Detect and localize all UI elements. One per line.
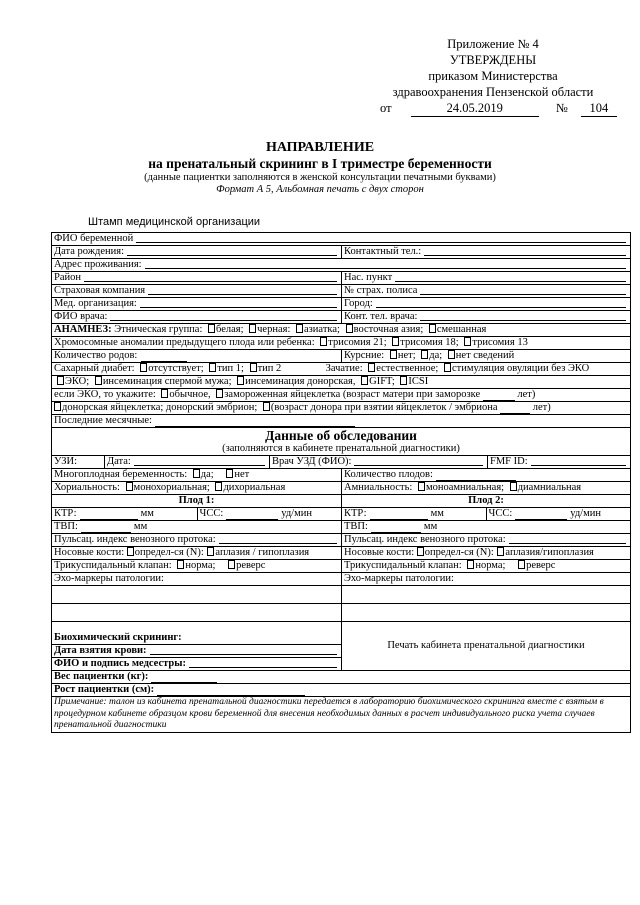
checkbox-conception-natural[interactable] <box>368 363 375 372</box>
checkbox-smoking-yes[interactable] <box>421 350 428 359</box>
fetus1-header: Плод 1: <box>178 495 215 506</box>
echo1-line-1[interactable] <box>52 586 341 603</box>
checkbox-ethnic-mixed[interactable] <box>429 324 436 333</box>
fio-label: ФИО беременной <box>54 233 134 244</box>
echo2-field[interactable]: Эхо-маркеры патологии: <box>341 573 630 585</box>
chromosomal-group <box>52 337 630 349</box>
checkbox-tricuspid2-normal[interactable] <box>467 560 474 569</box>
tricuspid2-reverse-label: реверс <box>526 560 556 571</box>
tvp1-field[interactable] <box>52 521 341 533</box>
exam-section-subtitle: (заполняются в кабинете пренатальной диагностики) <box>222 443 460 454</box>
checkbox-insem-husband[interactable] <box>95 376 102 385</box>
fmf-label: FMF ID: <box>490 456 528 467</box>
office-stamp-area: Печать кабинета пренатальной диагностики <box>341 622 630 670</box>
row-biochem <box>52 622 630 671</box>
address-field[interactable] <box>52 259 630 271</box>
nasal2-normal-label: определ-ся (N): <box>424 547 494 558</box>
settlement-field[interactable] <box>341 272 630 284</box>
uzi-date-field[interactable] <box>104 456 269 468</box>
gift-label: GIFT; <box>369 376 395 387</box>
checkbox-tricuspid1-normal[interactable] <box>177 560 184 569</box>
ivf-if-label: если ЭКО, то укажите: <box>54 389 156 400</box>
row-ivf-type <box>52 389 630 402</box>
pulse2-label: Пульсац. индекс венозного протока: <box>344 534 506 545</box>
last-menses-field[interactable] <box>52 415 630 427</box>
ivf-label: ЭКО; <box>65 376 90 387</box>
row-donor <box>52 402 630 415</box>
dob-field[interactable] <box>52 246 341 258</box>
format-note: Формат А 5, Альбомная печать с двух сторон <box>216 184 424 195</box>
biochem-block <box>52 622 341 670</box>
nasal2-group <box>341 547 630 559</box>
fetus2-header: Плод 2: <box>341 495 630 507</box>
diamniotic-label: диамниальная <box>517 482 582 493</box>
row-echo <box>52 573 630 586</box>
height-label: Рост пациентки (см): <box>54 684 155 695</box>
approval-header <box>358 36 628 117</box>
row-insurance <box>52 285 630 298</box>
nurse-field[interactable] <box>52 658 341 670</box>
ivf-type-group <box>52 389 630 401</box>
row-chorion <box>52 482 630 495</box>
row-uzi <box>52 456 630 469</box>
insurer-label: Страховая компания <box>54 285 146 296</box>
ethnic-asian-label: азиатка; <box>304 324 340 335</box>
conception-group <box>324 363 630 375</box>
doctor-phone-field[interactable] <box>341 311 630 323</box>
smoking-no-label: нет; <box>397 350 416 361</box>
weight-field[interactable] <box>52 671 630 683</box>
icsi-label: ICSI <box>408 376 429 387</box>
chorion-label: Хориальность: <box>54 482 120 493</box>
checkbox-nasal2-normal[interactable] <box>417 547 424 556</box>
tricuspid1-group <box>52 560 341 572</box>
doctor-phone-label: Конт. тел. врача: <box>344 311 418 322</box>
insem-donor-label: инсеминация донорская, <box>245 376 356 387</box>
diabetes-label: Сахарный диабет: <box>54 363 135 374</box>
ktr2-unit: мм <box>430 508 444 519</box>
approved-label: УТВЕРЖДЕНЫ <box>449 53 537 67</box>
nasal1-normal-label: определ-ся (N): <box>134 547 204 558</box>
ethnic-white-label: белая; <box>216 324 244 335</box>
row-fio <box>52 233 630 246</box>
checkbox-ivf-regular[interactable] <box>161 389 168 398</box>
doctor-label: ФИО врача: <box>54 311 108 322</box>
multiple-yes-label: да; <box>200 469 214 480</box>
checkbox-ethnic-black[interactable] <box>249 324 256 333</box>
row-diabetes-conception <box>52 363 630 376</box>
insem-husband-label: инсеминация спермой мужа; <box>102 376 232 387</box>
diabetes-type2-label: тип 2 <box>257 363 282 374</box>
ktr2-field[interactable] <box>341 508 486 520</box>
hr2-field[interactable] <box>486 508 631 520</box>
tvp2-label: ТВП: <box>344 521 368 532</box>
row-med-org <box>52 298 630 311</box>
pulse1-label: Пульсац. индекс венозного протока: <box>54 534 216 545</box>
doctor-field[interactable] <box>52 311 341 323</box>
tvp1-unit: мм <box>133 521 148 532</box>
births-label: Количество родов: <box>54 350 138 361</box>
referral-form <box>51 232 631 733</box>
donor-group <box>52 402 630 414</box>
dichorionic-label: дихориальная <box>223 482 286 493</box>
amnion-group <box>341 482 630 494</box>
tricuspid2-group <box>341 560 630 572</box>
nasal1-group <box>52 547 341 559</box>
biochem-label: Биохимический скрининг: <box>52 632 341 645</box>
ethnic-mixed-label: смешанная <box>436 324 487 335</box>
ethnic-group <box>52 324 630 336</box>
fio-field[interactable] <box>52 233 630 245</box>
checkbox-smoking-no[interactable] <box>390 350 397 359</box>
order-number: 104 <box>581 100 617 117</box>
tricuspid1-normal-label: норма; <box>185 560 216 571</box>
insurer-field[interactable] <box>52 285 341 297</box>
dob-label: Дата рождения: <box>54 246 125 257</box>
tvp2-unit: мм <box>423 521 438 532</box>
settlement-label: Нас. пункт <box>344 272 393 283</box>
echo2-line-2[interactable] <box>341 604 630 621</box>
multiple-no-label: нет <box>234 469 250 480</box>
hr1-label: ЧСС: <box>199 508 224 519</box>
monochorionic-label: монохориальная; <box>133 482 210 493</box>
ktr1-unit: мм <box>140 508 154 519</box>
trisomy-18-label: трисомия 18; <box>400 337 459 348</box>
checkbox-tricuspid2-reverse[interactable] <box>518 560 525 569</box>
ethnic-black-label: черная: <box>257 324 291 335</box>
checkbox-nasal1-aplasia[interactable] <box>207 547 214 556</box>
years-label: лет) <box>517 389 536 400</box>
med-org-field[interactable] <box>52 298 341 310</box>
row-dob-phone <box>52 246 630 259</box>
tricuspid1-label: Трикуспидальный клапан: <box>54 560 172 571</box>
checkbox-nasal1-normal[interactable] <box>127 547 134 556</box>
row-tvp <box>52 521 630 534</box>
chorion-group <box>52 482 341 494</box>
height-field[interactable] <box>52 684 630 696</box>
row-echo-blank-2 <box>52 604 630 622</box>
checkbox-donor-age[interactable] <box>263 402 270 411</box>
checkbox-trisomy-13[interactable] <box>464 337 471 346</box>
echo1-line-2[interactable] <box>52 604 341 621</box>
row-nasal <box>52 547 630 560</box>
hr1-field[interactable] <box>197 508 342 520</box>
checkbox-ethnic-east-asian[interactable] <box>346 324 353 333</box>
donor-age-field[interactable] <box>500 404 530 414</box>
chromosomal-label: Хромосомные аномалии предыдущего плода или ребенка: <box>54 337 315 348</box>
row-weight <box>52 671 630 684</box>
blood-date-field[interactable] <box>52 645 341 658</box>
hr2-label: ЧСС: <box>488 508 513 519</box>
from-label: от <box>380 101 392 115</box>
row-multiple <box>52 469 630 482</box>
nasal2-aplasia-label: аплазия/гипоплазия <box>505 547 594 558</box>
document-subtitle: на пренатальный скрининг в I триместре беременности <box>148 156 492 171</box>
tricuspid2-normal-label: норма; <box>475 560 506 571</box>
uzi-label: УЗИ: <box>54 456 78 467</box>
checkbox-smoking-unknown[interactable] <box>448 350 455 359</box>
ivf-frozen-label: замороженная яйцеклетка (возраст матери при заморозке <box>224 389 481 400</box>
checkbox-nasal2-aplasia[interactable] <box>497 547 504 556</box>
tvp2-field[interactable] <box>341 521 630 533</box>
checkbox-trisomy-21[interactable] <box>320 337 327 346</box>
ivf-group <box>52 376 630 388</box>
row-height <box>52 684 630 697</box>
checkbox-dichorionic[interactable] <box>215 482 222 491</box>
ethnic-east-asian-label: восточная азия; <box>353 324 424 335</box>
checkbox-ethnic-asian[interactable] <box>296 324 303 333</box>
births-field[interactable] <box>52 350 341 362</box>
trisomy-13-label: трисомия 13 <box>472 337 528 348</box>
nasal1-aplasia-label: аплазия / гипоплазия <box>215 547 310 558</box>
order-label: приказом Министерства <box>428 69 558 83</box>
diabetes-none-label: отсутствует; <box>148 363 204 374</box>
row-tricuspid <box>52 560 630 573</box>
checkbox-diabetes-type2[interactable] <box>250 363 257 372</box>
city-label: Город: <box>344 298 373 309</box>
nurse-label: ФИО и подпись медсестры: <box>54 658 186 669</box>
tricuspid1-reverse-label: реверс <box>236 560 266 571</box>
checkbox-monoamniotic[interactable] <box>418 482 425 491</box>
amnion-label: Амниальность: <box>344 482 413 493</box>
checkbox-multiple-no[interactable] <box>226 469 233 478</box>
echo1-field[interactable]: Эхо-маркеры патологии: <box>54 573 164 584</box>
row-echo-blank-1 <box>52 586 630 604</box>
smoking-group <box>341 350 630 362</box>
fetus-count-label: Количество плодов: <box>344 469 433 480</box>
stamp-label: Штамп медицинской организации <box>88 216 261 228</box>
fetus-count-field[interactable] <box>341 469 630 481</box>
row-fetus-headers <box>52 495 630 508</box>
checkbox-donor-egg[interactable] <box>54 402 61 411</box>
trisomy-21-label: трисомия 21; <box>328 337 387 348</box>
conception-label: Зачатие: <box>325 363 363 374</box>
checkbox-diamniotic[interactable] <box>510 482 517 491</box>
ministry-label: здравоохранения Пензенской области <box>392 85 594 99</box>
diabetes-type1-label: тип 1; <box>217 363 244 374</box>
checkbox-icsi[interactable] <box>400 376 407 385</box>
row-ivf <box>52 376 630 389</box>
nasal2-label: Носовые кости: <box>344 547 415 558</box>
row-last-menses <box>52 415 630 428</box>
checkbox-insem-donor[interactable] <box>237 376 244 385</box>
weight-label: Вес пациентки (кг): <box>54 671 149 682</box>
freeze-age-field[interactable] <box>483 391 515 401</box>
hr2-unit: уд/мин <box>570 508 601 519</box>
exam-section-title: Данные об обследовании <box>265 428 417 443</box>
smoking-yes-label: да; <box>429 350 443 361</box>
city-field[interactable] <box>341 298 630 310</box>
donor-egg-label: донорская яйцеклетка; донорский эмбрион; <box>62 402 258 413</box>
row-note <box>52 697 630 732</box>
checkbox-multiple-yes[interactable] <box>193 469 200 478</box>
policy-field[interactable] <box>341 285 630 297</box>
checkbox-diabetes-type1[interactable] <box>209 363 216 372</box>
footnote: Примечание: талон из кабинета пренатальной диагностики передается в лабораторию биохимического скрининга вместе с взятым в процедурном кабинете образцом крови беременной для внесения необходимых данных в расчет индивидуального риска учета случаев пренатальной диагностики <box>54 697 604 730</box>
uzi-doctor-field[interactable] <box>269 456 487 468</box>
checkbox-trisomy-18[interactable] <box>392 337 399 346</box>
district-field[interactable] <box>52 272 341 284</box>
donor-age-label: (возраст донора при взятии яйцеклеток / эмбриона <box>270 402 498 413</box>
row-ethnic <box>52 324 630 337</box>
uzi-date-label: Дата: <box>107 456 131 467</box>
checkbox-ivf-frozen[interactable] <box>216 389 223 398</box>
conception-natural-label: естественное; <box>376 363 439 374</box>
nasal1-label: Носовые кости: <box>54 547 125 558</box>
phone-label: Контактный тел.: <box>344 246 422 257</box>
pulse2-field[interactable] <box>341 534 630 546</box>
checkbox-monochorionic[interactable] <box>126 482 133 491</box>
anamnesis-label: АНАМНЕЗ: <box>54 324 112 335</box>
fill-instruction: (данные пациентки заполняются в женской консультации печатными буквами) <box>144 172 496 183</box>
row-doctor <box>52 311 630 324</box>
donor-years-label: лет) <box>532 402 551 413</box>
blood-date-label: Дата взятия крови: <box>54 645 147 656</box>
checkbox-diabetes-none[interactable] <box>140 363 147 372</box>
checkbox-ivf[interactable] <box>57 376 64 385</box>
multiple-group <box>52 469 341 481</box>
ktr2-label: КТР: <box>344 508 367 519</box>
ktr1-field[interactable] <box>52 508 197 520</box>
row-ktr <box>52 508 630 521</box>
district-label: Район <box>54 272 81 283</box>
last-menses-label: Последние месячные: <box>54 415 152 426</box>
order-date: 24.05.2019 <box>411 100 539 117</box>
checkbox-tricuspid1-reverse[interactable] <box>228 560 235 569</box>
smoking-unknown-label: нет сведений <box>455 350 515 361</box>
tvp1-label: ТВП: <box>54 521 78 532</box>
tricuspid2-label: Трикуспидальный клапан: <box>344 560 462 571</box>
diabetes-group <box>52 363 324 375</box>
ktr1-label: КТР: <box>54 508 77 519</box>
pulse1-field[interactable] <box>52 534 341 546</box>
row-births-smoking <box>52 350 630 363</box>
row-pulse <box>52 534 630 547</box>
checkbox-gift[interactable] <box>361 376 368 385</box>
document-title: НАПРАВЛЕНИЕ <box>265 140 375 155</box>
monoamniotic-label: моноамниальная; <box>425 482 505 493</box>
hr1-unit: уд/мин <box>281 508 312 519</box>
row-district <box>52 272 630 285</box>
ivf-regular-label: обычное, <box>169 389 211 400</box>
order-date-number <box>358 100 628 117</box>
row-address <box>52 259 630 272</box>
row-chromosomal <box>52 337 630 350</box>
conception-stimulated-label: стимуляция овуляции без ЭКО <box>451 363 590 374</box>
fmf-field[interactable] <box>487 456 630 468</box>
policy-label: № страх. полиса <box>344 285 418 296</box>
address-label: Адрес проживания: <box>54 259 142 270</box>
appendix-label: Приложение № 4 <box>447 37 539 51</box>
number-label: № <box>555 101 568 115</box>
med-org-label: Мед. организация: <box>54 298 137 309</box>
smoking-label: Курсние: <box>344 350 385 361</box>
checkbox-conception-stimulated[interactable] <box>444 363 451 372</box>
ethnic-label: Этническая группа: <box>114 324 203 335</box>
phone-field[interactable] <box>341 246 630 258</box>
multiple-label: Многоплодная беременность: <box>54 469 188 480</box>
echo2-line-1[interactable] <box>341 586 630 603</box>
checkbox-ethnic-white[interactable] <box>208 324 215 333</box>
uzi-doctor-label: Врач УЗД (ФИО): <box>272 456 352 467</box>
row-exam-title <box>52 428 630 456</box>
